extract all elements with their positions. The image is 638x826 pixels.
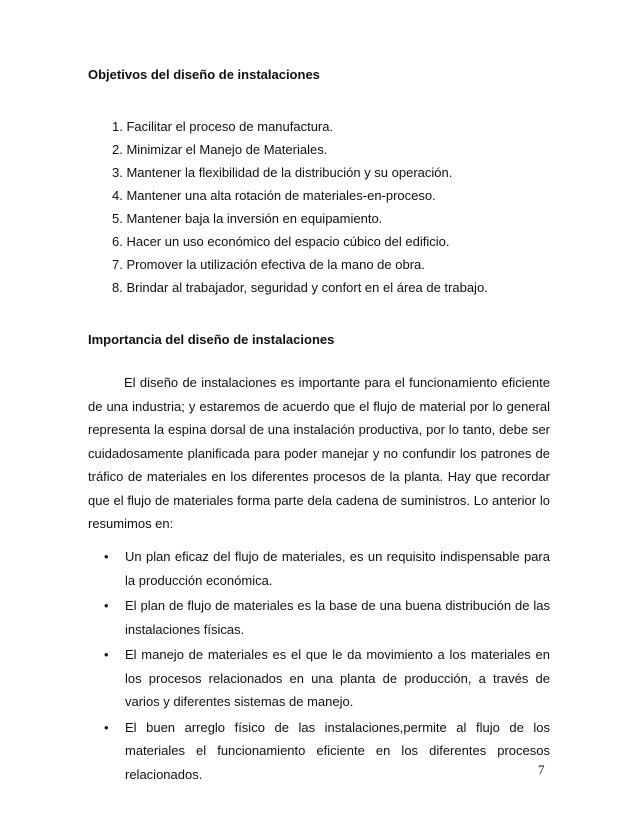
- bullet-icon: •: [104, 549, 109, 564]
- bullet-icon: •: [104, 719, 109, 735]
- importance-paragraph: El diseño de instalaciones es importante para el funcionamiento eficiente de una industria; y estaremos de acuerdo que el flujo de material por lo general representa la espina dorsal de una instalación productiva, por lo tanto, debe ser cuidadosamente planificada para poder manejar y no confundir los patrones de tráfico de materiales en los diferentes procesos de la planta. Hay que recordar que el flujo de materiales forma parte dela cadena de suministros. Lo anterior lo resumimos en:: [88, 375, 550, 531]
- objective-item: 8. Brindar al trabajador, seguridad y confort en el área de trabajo.: [112, 280, 488, 295]
- bullet-icon: •: [104, 598, 109, 613]
- objective-item: 3. Mantener la flexibilidad de la distribución y su operación.: [112, 165, 453, 180]
- importance-bullet-list: [88, 545, 550, 788]
- bullet-icon: •: [104, 647, 109, 662]
- bullet-text: El manejo de materiales es el que le da movimiento a los materiales en los procesos relacionados en una planta de producción, a través de varios y diferentes sistemas de manejo.: [125, 647, 550, 709]
- section-heading-objectives: Objetivos del diseño de instalaciones: [88, 67, 320, 82]
- bullet-text: Un plan eficaz del flujo de materiales, es un requisito indispensable para la producción económica.: [125, 549, 550, 588]
- objective-item: 5. Mantener baja la inversión en equipamiento.: [112, 211, 383, 226]
- objective-item: 1. Facilitar el proceso de manufactura.: [112, 119, 334, 134]
- bullet-item: [88, 643, 550, 714]
- bullet-item: [88, 545, 550, 592]
- objective-item: 4. Mantener una alta rotación de materiales-en-proceso.: [112, 188, 436, 203]
- objective-item: 7. Promover la utilización efectiva de la mano de obra.: [112, 257, 425, 272]
- bullet-item: [88, 716, 550, 787]
- objective-item: 2. Minimizar el Manejo de Materiales.: [112, 142, 328, 157]
- objective-item: 6. Hacer un uso económico del espacio cúbico del edificio.: [112, 234, 450, 249]
- bullet-item: [88, 594, 550, 641]
- objectives-list: [112, 115, 488, 299]
- bullet-text: El plan de flujo de materiales es la base de una buena distribución de las instalaciones físicas.: [125, 598, 550, 637]
- section-heading-importance: Importancia del diseño de instalaciones: [88, 332, 335, 347]
- page-number: 7: [538, 762, 545, 777]
- bullet-text: El buen arreglo físico de las instalaciones,permite al flujo de los materiales el funcionamiento eficiente en los diferentes procesos relacionados.: [125, 719, 550, 782]
